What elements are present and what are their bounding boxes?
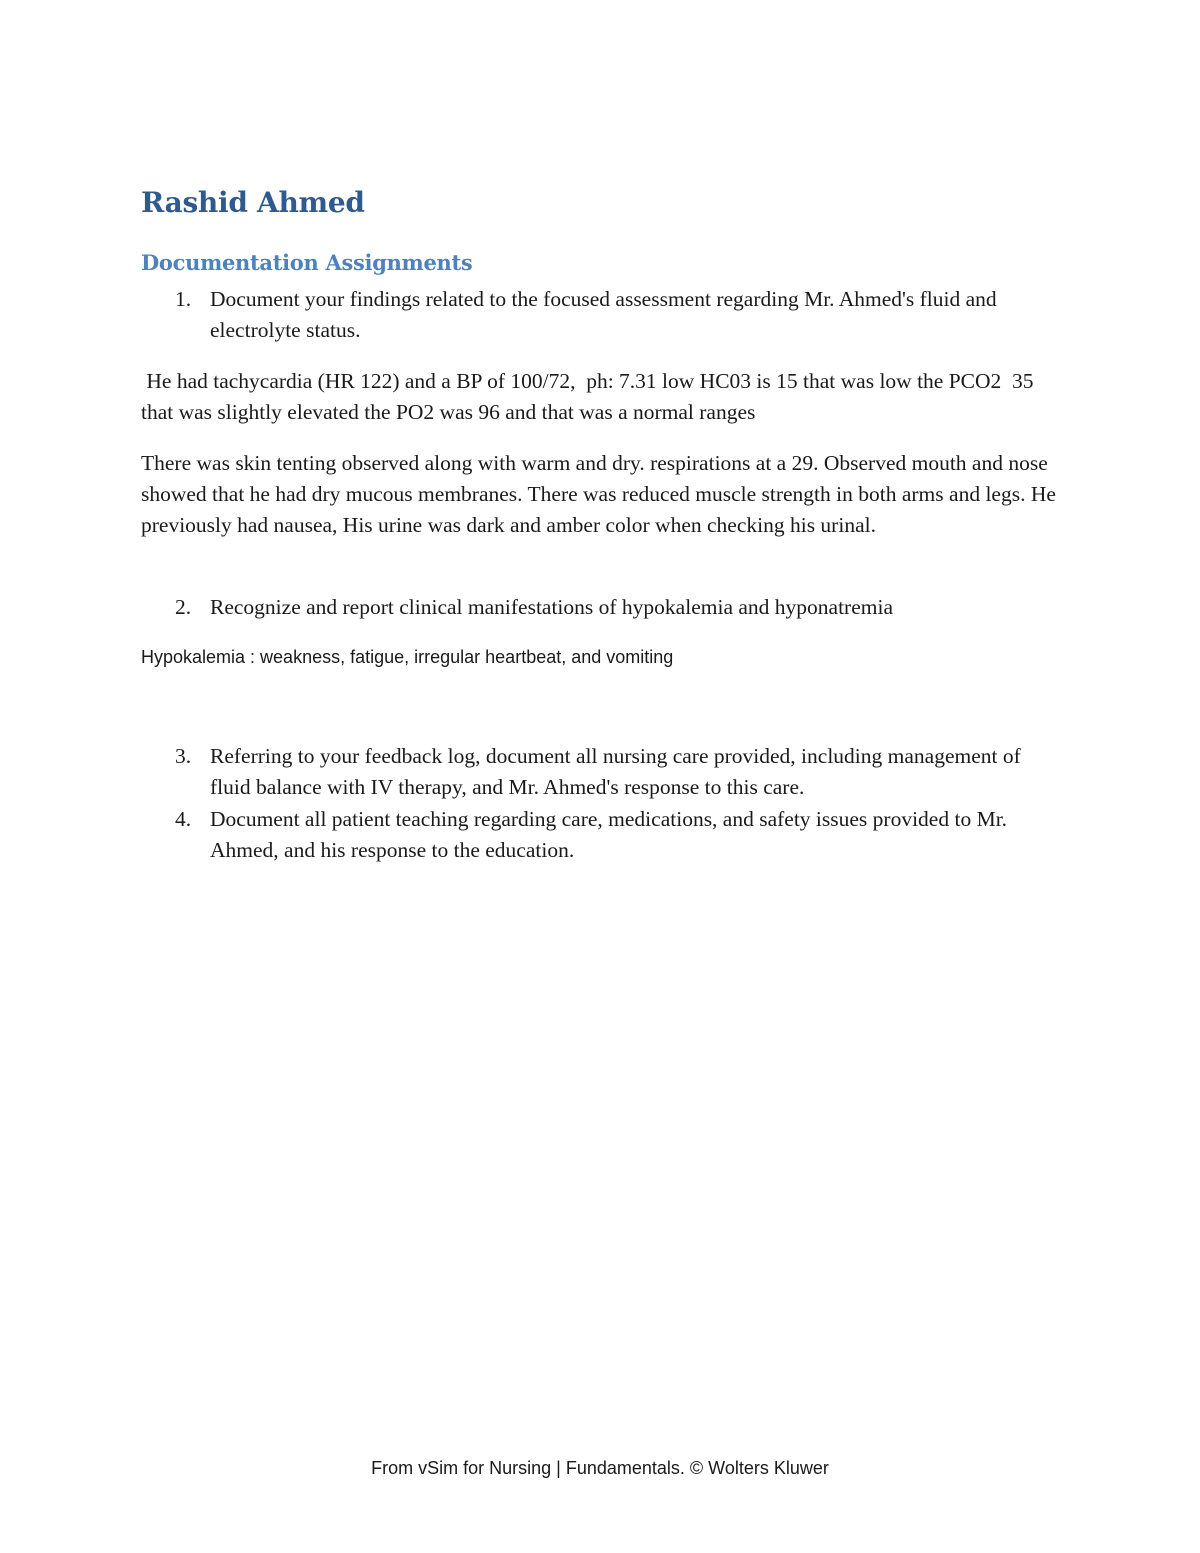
section-heading: Documentation Assignments xyxy=(141,250,473,275)
document-title: Rashid Ahmed xyxy=(141,186,365,219)
answer-1-vitals: He had tachycardia (HR 122) and a BP of 100/72, ph: 7.31 low HC03 is 15 that was low the PCO2 35 that was slightly elevated the PO2 was 96 and that was a normal ranges xyxy=(141,369,1039,424)
list-item-number: 2. xyxy=(175,595,192,619)
list-item-1 xyxy=(141,284,1061,346)
list-item-text: Document all patient teaching regarding care, medications, and safety issues provided to Mr. Ahmed, and his response to the education. xyxy=(210,807,1008,862)
list-item-text: Document your findings related to the focused assessment regarding Mr. Ahmed's fluid and electrolyte status. xyxy=(210,287,997,342)
list-item-number: 4. xyxy=(175,807,192,831)
page-footer: From vSim for Nursing | Fundamentals. © Wolters Kluwer xyxy=(371,1458,829,1478)
list-item-number: 3. xyxy=(175,744,192,768)
list-item-text: Referring to your feedback log, document all nursing care provided, including management of fluid balance with IV therapy, and Mr. Ahmed's response to this care. xyxy=(210,744,1021,799)
list-item-number: 1. xyxy=(175,287,192,311)
list-item-2 xyxy=(141,592,1061,623)
list-item-3 xyxy=(141,741,1061,803)
list-item-text: Recognize and report clinical manifestations of hypokalemia and hyponatremia xyxy=(210,595,893,619)
answer-2-hypokalemia: Hypokalemia : weakness, fatigue, irregular heartbeat, and vomiting xyxy=(141,647,674,667)
answer-1-observations: There was skin tenting observed along with warm and dry. respirations at a 29. Observed mouth and nose showed that he had dry mucous membranes. There was reduced muscle strength in both arms and legs. He previously had nausea, His urine was dark and amber color when checking his urinal. xyxy=(141,451,1056,537)
list-item-4 xyxy=(141,804,1061,866)
